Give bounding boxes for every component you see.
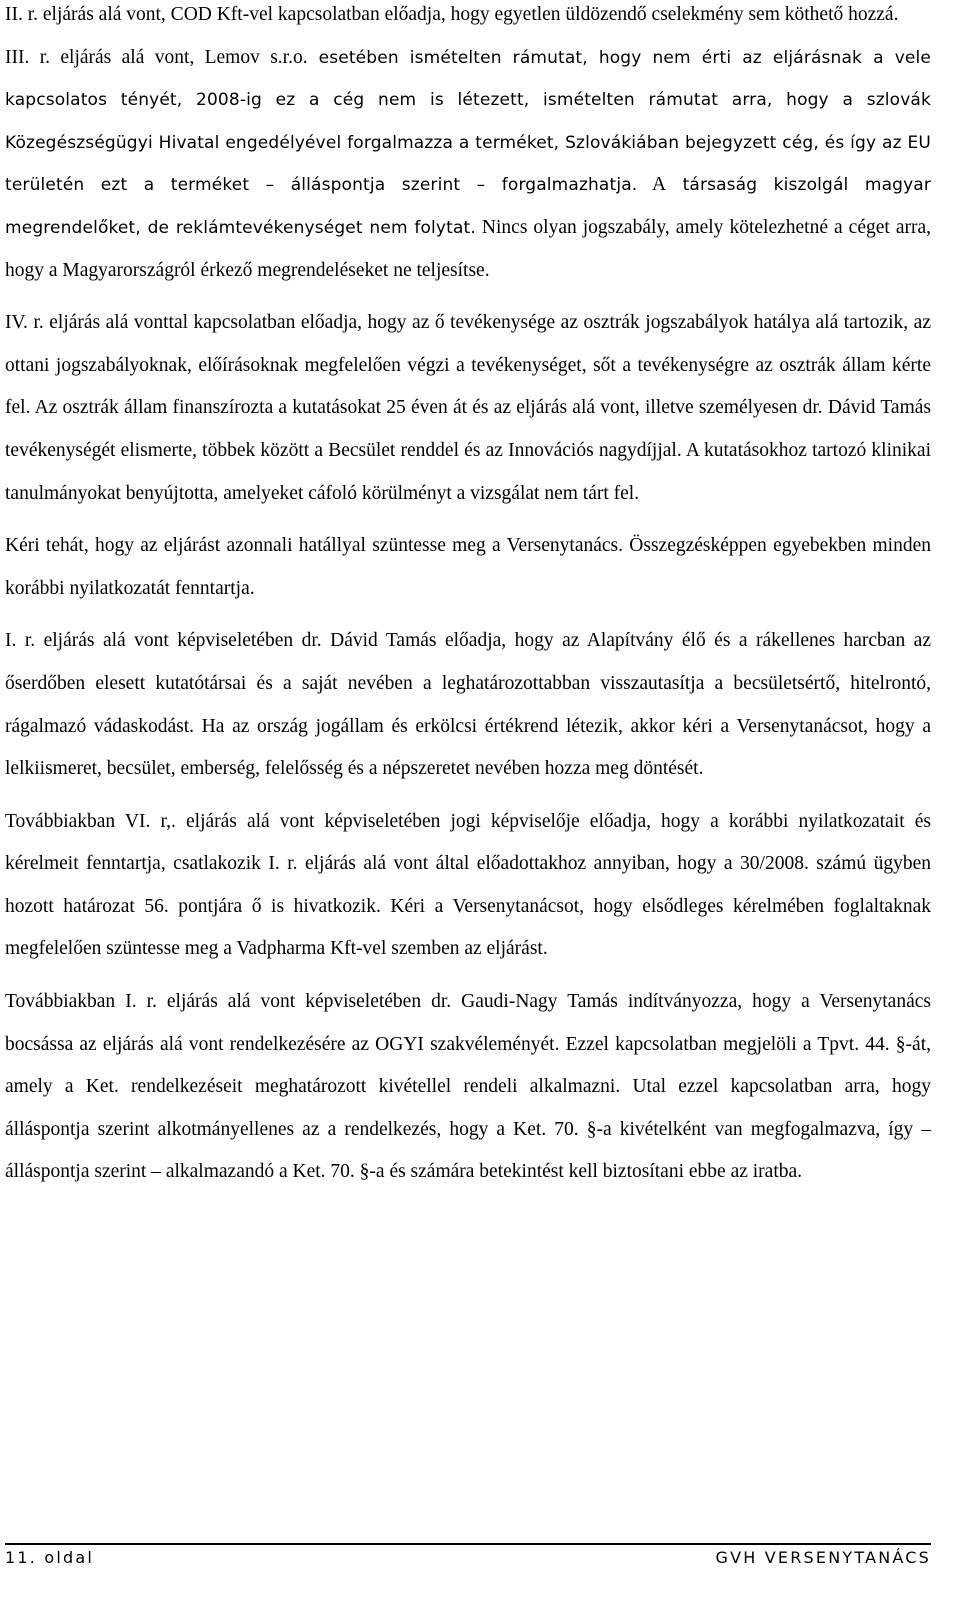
page-number: 11. oldal	[5, 1548, 94, 1567]
paragraph-iii-r	[5, 37, 931, 293]
paragraph-ii-r: II. r. eljárás alá vont, COD Kft-vel kapcsolatban előadja, hogy egyetlen üldözendő cselekmény sem köthető hozzá.	[5, 4, 899, 25]
paragraph-i-r-gaudi: Továbbiakban I. r. eljárás alá vont képviseletében dr. Gaudi-Nagy Tamás indítványozza, hogy a Versenytanács bocsássa az eljárás alá vont rendelkezésére az OGYI szakvéleményét. Ezzel kapcsolatban megjelöli a Tpvt. 44. §-át, amely a Ket. rendelkezéseit meghatározott kivétellel rendeli alkalmazni. Utal ezzel kapcsolatban arra, hogy álláspontja szerint alkotmányellenes az a rendelkezés, hogy a Ket. 70. §-a kivételként van megfogalmazva, így – álláspontja szerint – alkalmazandó a Ket. 70. §-a és számára betekintést kell biztosítani ebbe az iratba.	[5, 991, 931, 1183]
footer-organization: GVH VERSENYTANÁCS	[715, 1548, 931, 1567]
paragraph-iv-r: IV. r. eljárás alá vonttal kapcsolatban előadja, hogy az ő tevékenysége az osztrák jogszabályok hatálya alá tartozik, az ottani jogszabályoknak, előírásoknak megfelelően végzi a tevékenységet, sőt a tevékenységre az osztrák állam kérte fel. Az osztrák állam finanszírozta a kutatásokat 25 éven át és az eljárás alá vont, illetve személyesen dr. Dávid Tamás tevékenységét elismerte, többek között a Becsület renddel és az Innovációs nagydíjjal. A kutatásokhoz tartozó klinikai tanulmányokat benyújtotta, amelyeket cáfoló körülményt a vizsgálat nem tárt fel.	[5, 312, 931, 504]
paragraph-iii-r-body: esetében ismételten rámutat, hogy nem érti az eljárásnak a vele kapcsolatos tényét, 2008-ig ez a cég nem is létezett, ismételten rámutat arra, hogy a szlovák Közegészségügyi Hivatal engedélyével forgalmazza a terméket, Szlovákiában bejegyzett cég, és így az EU területén ezt a terméket – álláspontja szerint – forgalmazhatja.	[5, 47, 931, 196]
document-body	[5, 0, 931, 1194]
footer-divider	[5, 1543, 931, 1545]
paragraph-iii-r-tail: Nincs olyan jogszabály, amely kötelezhetné a céget arra, hogy a Magyarországról érkező megrendeléseket ne teljesítse.	[5, 216, 931, 281]
paragraph-i-r-david: I. r. eljárás alá vont képviseletében dr. Dávid Tamás előadja, hogy az Alapítvány élő és a rákellenes harcban az őserdőben elesett kutatótársai és a saját nevében a leghatározottabban visszautasítja a becsületsértő, hitelrontó, rágalmazó vádaskodást. Ha az ország jogállam és erkölcsi értékrend létezik, akkor kéri a Versenytanácsot, hogy a lelkiismeret, becsület, emberség, felelősség és a népszeretet nevében hozza meg döntését.	[5, 630, 931, 780]
paragraph-iii-r-lead: III. r. eljárás alá vont, Lemov s.r.o.	[5, 46, 308, 68]
paragraph-iii-r-a: A	[637, 174, 667, 196]
paragraph-request: Kéri tehát, hogy az eljárást azonnali hatállyal szüntesse meg a Versenytanács. Összegzésképpen egyebekben minden korábbi nyilatkozatát fenntartja.	[5, 535, 931, 599]
paragraph-vi-r: Továbbiakban VI. r,. eljárás alá vont képviseletében jogi képviselője előadja, hogy a korábbi nyilatkozatait és kérelmeit fenntartja, csatlakozik I. r. eljárás alá vont által előadottakhoz annyiban, hogy a 30/2008. számú ügyben hozott határozat 56. pontjára ő is hivatkozik. Kéri a Versenytanácsot, hogy elsődleges kérelmében foglaltaknak megfelelően szüntesse meg a Vadpharma Kft-vel szemben az eljárást.	[5, 810, 931, 960]
paragraph-iii-r-body-2: társaság kiszolgál magyar megrendelőket, de reklámtevékenységet nem folytat.	[5, 175, 932, 238]
page-footer	[5, 1548, 931, 1574]
